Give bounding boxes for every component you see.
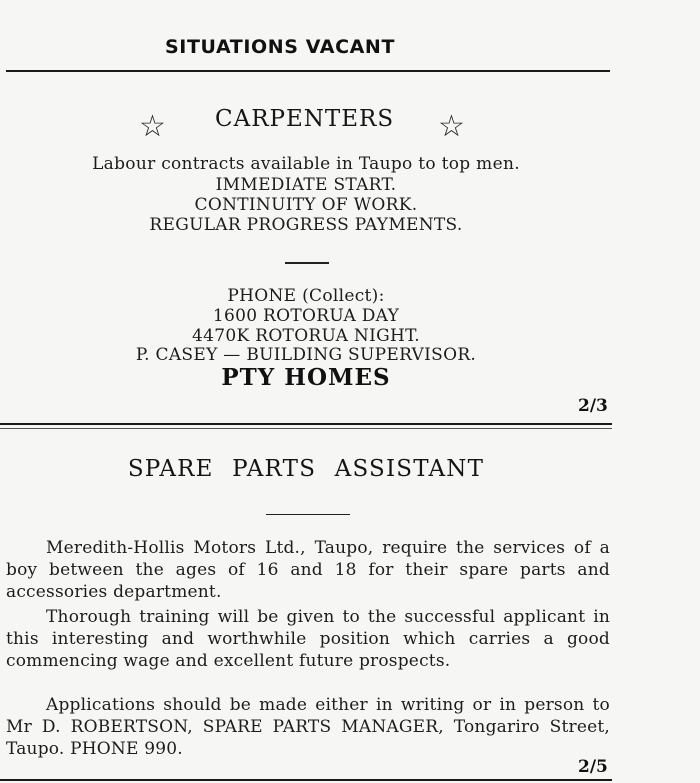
star-icon: ☆ [438, 109, 465, 144]
contact-line: 4470K ROTORUA NIGHT. [192, 326, 420, 346]
paragraph-text: Meredith-Hollis Motors Ltd., Taupo, require the services of a boy between the ages of 16 and 18 for their spare parts and accessories department. [6, 538, 610, 602]
ad-line: CONTINUITY OF WORK. [194, 195, 418, 215]
contact-line: P. CASEY — BUILDING SUPERVISOR. [135, 345, 477, 365]
carpenters-title: CARPENTERS [215, 106, 395, 132]
ad-line: REGULAR PROGRESS PAYMENTS. [149, 215, 463, 235]
ad-reference: 2/3 [578, 396, 608, 416]
ad-paragraph [6, 606, 610, 672]
header-rule [6, 70, 610, 72]
spare-parts-title: SPARE PARTS ASSISTANT [127, 456, 485, 482]
contact-line: 1600 ROTORUA DAY [212, 306, 400, 326]
ad-separator-rule [0, 423, 612, 425]
contact-line: PHONE (Collect): [227, 286, 385, 306]
star-icon: ☆ [139, 109, 166, 144]
ad-reference: 2/5 [578, 757, 608, 777]
ad-separator-rule-thin [0, 428, 612, 429]
ad-line: Labour contracts available in Taupo to top men. [92, 154, 520, 174]
ad-paragraph [6, 694, 610, 760]
ad-paragraph [6, 537, 610, 603]
ad-line: IMMEDIATE START. [215, 175, 397, 195]
company-name: PTY HOMES [221, 364, 391, 391]
paragraph-text: Applications should be made either in writing or in person to Mr D. ROBERTSON, SPARE PARTS MANAGER, Tongariro Street, Taupo. PHONE 990. [6, 695, 610, 759]
section-header: SITUATIONS VACANT [165, 36, 395, 58]
divider [285, 262, 329, 264]
paragraph-text: Thorough training will be given to the successful applicant in this interesting and worthwhile position which carries a good commencing wage and excellent future prospects. [6, 607, 610, 671]
divider [266, 514, 350, 515]
bottom-rule [0, 779, 612, 781]
